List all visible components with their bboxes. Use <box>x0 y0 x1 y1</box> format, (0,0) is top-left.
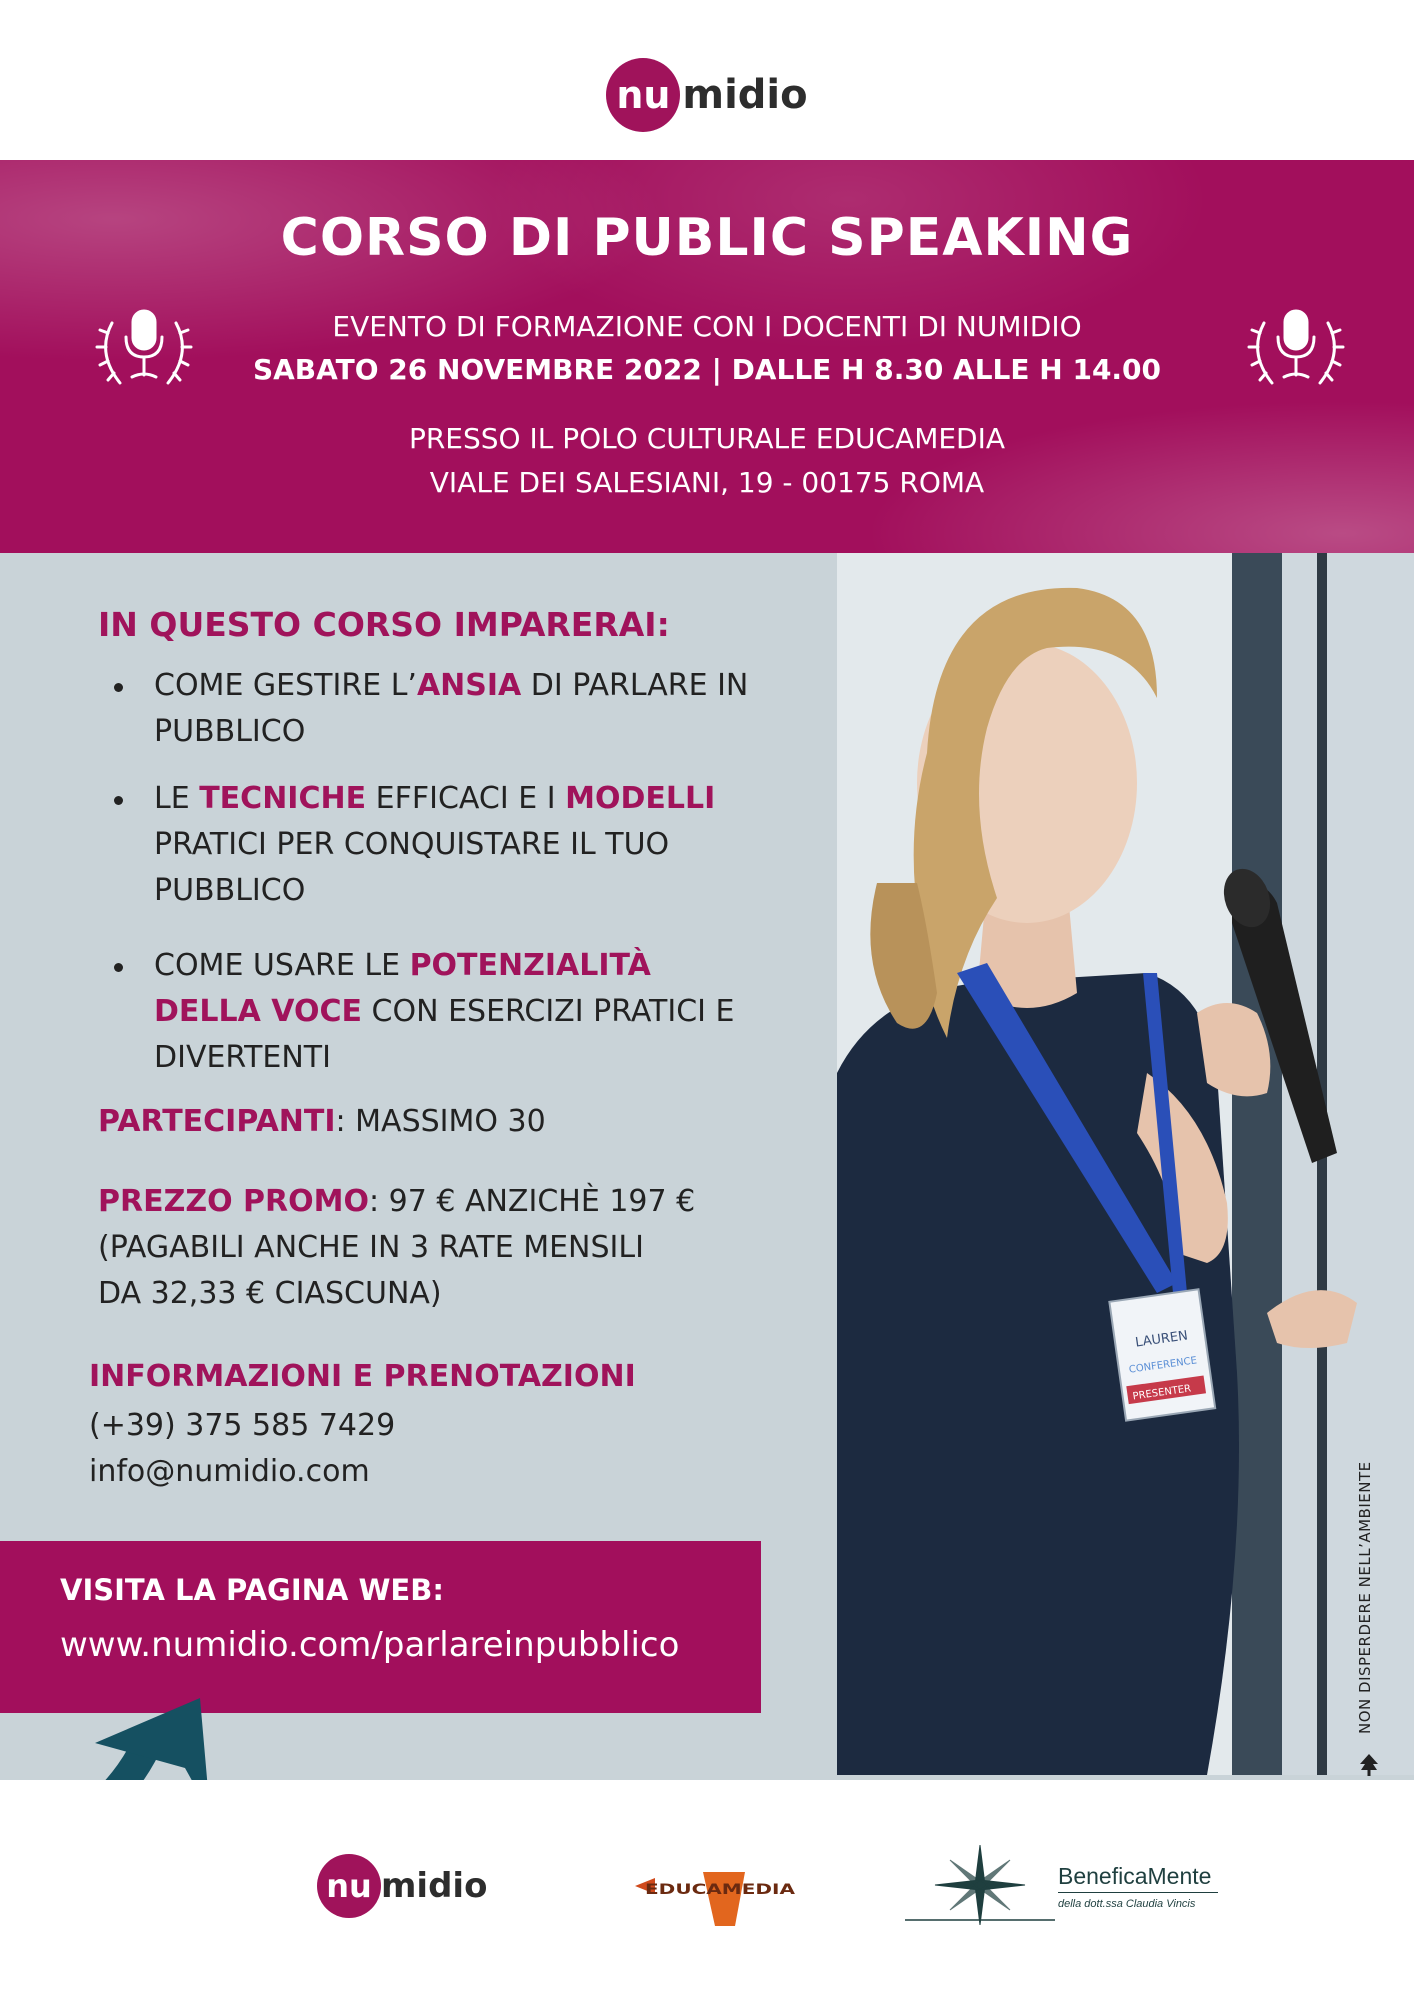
participants-label: PARTECIPANTI <box>98 1104 336 1139</box>
list-item <box>120 943 760 1081</box>
bullet1-text-a: COME GESTIRE L’ <box>154 668 417 703</box>
contact-phone[interactable]: (+39) 375 585 7429 <box>89 1408 396 1443</box>
contacts-heading: INFORMAZIONI E PRENOTAZIONI <box>89 1359 636 1394</box>
price-line <box>98 1179 695 1225</box>
event-title: CORSO DI PUBLIC SPEAKING <box>280 208 1134 268</box>
event-location-venue: PRESSO IL POLO CULTURALE EDUCAMEDIA <box>408 422 1006 455</box>
badge-event: CONFERENCE <box>1128 1355 1198 1376</box>
bullet2-text-e: PRATICI PER CONQUISTARE IL TUO PUBBLICO <box>154 827 670 908</box>
bullet2-highlight-modelli: MODELLI <box>565 781 716 816</box>
speaker-illustration <box>837 553 1414 1775</box>
beneficamente-name: BeneficaMente <box>1058 1863 1212 1889</box>
environment-note: NON DISPERDERE NELL’AMBIENTE <box>1356 1461 1374 1734</box>
bullet2-text-c: EFFICACI E I <box>366 781 566 816</box>
beneficamente-divider <box>1058 1892 1218 1893</box>
installments-line-2: DA 32,33 € CIASCUNA) <box>98 1276 442 1311</box>
compass-rose-icon <box>905 1840 1055 1930</box>
logo-nu-circle: nu <box>317 1854 381 1918</box>
educamedia-text: EDUCAMEDIA <box>645 1882 796 1898</box>
speaker-photo <box>837 553 1414 1775</box>
bullet1-text-c: DI PARLARE IN PUBBLICO <box>154 668 749 749</box>
learn-heading: IN QUESTO CORSO IMPARERAI: <box>98 605 670 644</box>
event-subtitle: EVENTO DI FORMAZIONE CON I DOCENTI DI NUMIDIO <box>332 310 1082 343</box>
event-location-address: VIALE DEI SALESIANI, 19 - 00175 ROMA <box>429 466 985 499</box>
bullet2-text-a: LE <box>154 781 200 816</box>
price-label: PREZZO PROMO <box>98 1184 369 1219</box>
recycle-tree-icon <box>1358 1752 1380 1778</box>
top-logo <box>0 58 1414 132</box>
participants-value: : MASSIMO 30 <box>335 1104 546 1139</box>
list-item <box>120 663 760 755</box>
price-value: : 97 € ANZICHÈ 197 € <box>368 1184 696 1219</box>
contact-email[interactable]: info@numidio.com <box>89 1454 370 1489</box>
event-date-time: SABATO 26 NOVEMBRE 2022 | DALLE H 8.30 ALLE H 14.00 <box>252 353 1162 386</box>
main-section <box>0 553 1414 1780</box>
partners-footer <box>0 1780 1414 2000</box>
installments-line-1: (PAGABILI ANCHE IN 3 RATE MENSILI <box>98 1230 644 1265</box>
logo-text: midio <box>381 1866 488 1906</box>
bullet3-text-a: COME USARE LE <box>154 948 410 983</box>
bullet1-highlight: ANSIA <box>416 668 522 703</box>
participants-line <box>98 1099 546 1145</box>
educamedia-logo <box>635 1864 800 1934</box>
logo-nu-circle: nu <box>606 58 680 132</box>
logo-text: midio <box>682 72 808 118</box>
beneficamente-logo <box>905 1840 1235 1930</box>
event-banner <box>0 160 1414 553</box>
badge-role: PRESENTER <box>1132 1383 1192 1403</box>
bullet2-highlight-tecniche: TECNICHE <box>199 781 367 816</box>
numidio-footer-logo <box>317 1854 487 1918</box>
bullet3-highlight: POTENZIALITÀ DELLA VOCE <box>154 948 651 1029</box>
web-url-link[interactable]: www.numidio.com/parlareinpubblico <box>60 1625 680 1665</box>
list-item <box>120 776 760 914</box>
beneficamente-subtitle: della dott.ssa Claudia Vincis <box>1058 1898 1196 1910</box>
web-label: VISITA LA PAGINA WEB: <box>60 1573 444 1607</box>
numidio-logo <box>606 58 807 132</box>
badge-name: LAUREN <box>1134 1328 1189 1351</box>
bullet3-text-c: CON ESERCIZI PRATICI E DIVERTENTI <box>154 994 735 1075</box>
